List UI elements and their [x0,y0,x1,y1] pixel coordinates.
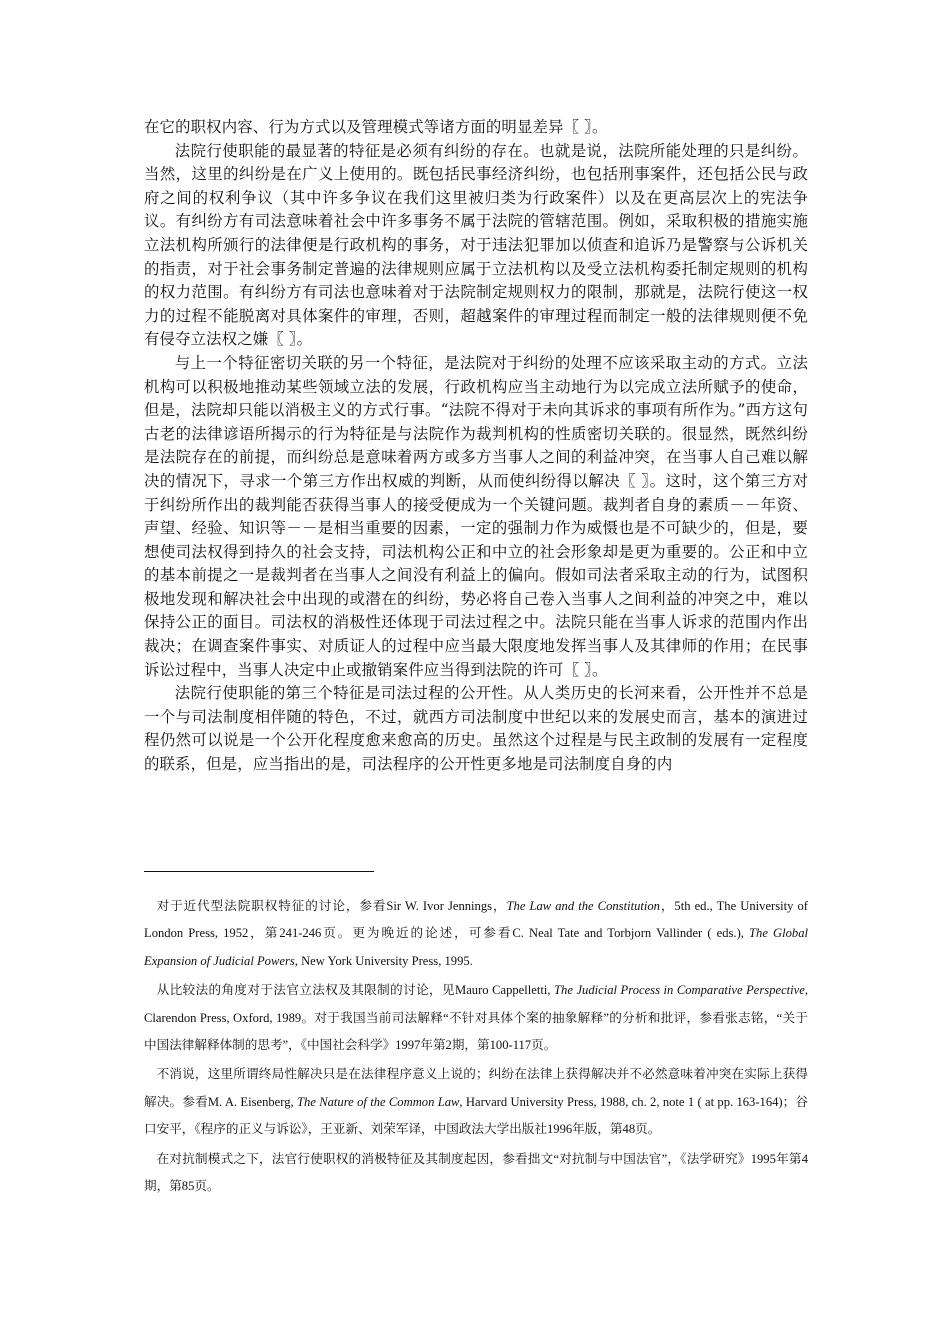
paragraph-continuation: 在它的职权内容、行为方式以及管理模式等诸方面的明显差异〖 〗。 [144,118,608,136]
footnote-1 [144,893,808,975]
footnote-2 [144,977,808,1059]
footnote-1-text-e: , New York University Press, 1995. [294,953,473,968]
footnote-separator [144,871,374,872]
footnote-1-title-1: The Law and the Constitution [506,899,660,913]
paragraph-dispute-requirement: 法院行使职能的最显著的特征是必须有纠纷的存在。也就是说，法院所能处理的只是纠纷。当然，这里的纠纷是在广义上使用的。既包括民事经济纠纷，也包括刑事案件，还包括公民与政府之间的权利争议（其中许多争议在我们这里被归类为行政案件）以及在更高层次上的宪法争议。有纠纷方有司法意味着社会中许多事务不属于法院的管辖范围。例如，采取积极的措施实施立法机构所颁行的法律便是行政机构的事务，对于违法犯罪加以侦查和追诉乃是警察与公诉机关的指责，对于社会事务制定普遍的法律规则应属于立法机构以及受立法机构委托制定规则的机构的权力范围。有纠纷方有司法也意味着对于法院制定规则权力的限制，那就是，法院行使这一权力的过程不能脱离对具体案件的审理，否则，超越案件的审理过程而制定一般的法律规则便不免有侵夺立法权之嫌〖 〗。 [144,141,808,349]
footnote-2-title: The Judicial Process in Comparative Perspective [554,983,805,998]
footnote-2-text-a: 从比较法的角度对于法官立法权及其限制的讨论，见Mauro Cappelletti, [156,983,555,998]
footnote-4-text: 在对抗制模式之下，法官行使职权的消极特征及其制度起因，参看拙文“对抗制与中国法官”，《法学研究》1995年第4期，第85页。 [144,1151,808,1194]
footnote-3-text-c: , Harvard University Press, 1988, ch. 2, note 1 ( at pp. 163-164)；谷口安平，《程序的正义与诉讼》，王亚新、刘荣军译，中国政法大学出版社1996年版，第48页。 [144,1094,808,1137]
footnote-1-text-a: 对于近代型法院职权特征的讨论，参看Sir W. Ivor Jennings， [156,899,507,913]
paragraph-publicity: 法院行使职能的第三个特征是司法过程的公开性。从人类历史的长河来看，公开性并不总是一个与司法制度相伴随的特色，不过，就西方司法制度中世纪以来的发展史而言，基本的演进过程仍然可以说是一个公开化程度愈来愈高的历史。虽然这个过程是与民主政制的发展有一定程度的联系，但是，应当指出的是，司法程序的公开性更多地是司法制度自身的内 [144,684,808,774]
footnote-2-text-c: , Clarendon Press, Oxford, 1989。对于我国当前司法解释“不针对具体个案的抽象解释”的分析和批评，参看张志铭，“关于中国法律解释体制的思考”，《中国社会科学》1997年第2期，第100-117页。 [144,983,809,1053]
footnote-1-text-c: ，5th ed., The University of London Press, 1952，第241-246页。更为晚近的论述，可参看C. Neal Tate and Torbjorn Vallinder ( eds.), [144,899,808,941]
footnote-4 [144,1146,808,1201]
footnote-1-title-2: The Global Expansion of Judicial Powers [144,926,808,968]
footnote-3 [144,1061,808,1143]
footnote-3-title: The Nature of the Common Law [297,1094,460,1109]
paragraph-passivity: 与上一个特征密切关联的另一个特征，是法院对于纠纷的处理不应该采取主动的方式。立法机构可以积极地推动某些领域立法的发展，行政机构应当主动地行为以完成立法所赋予的使命，但是，法院却只能以消极主义的方式行事。“法院不得对于未向其诉求的事项有所作为。”西方这句古老的法律谚语所揭示的行为特征是与法院作为裁判机构的性质密切关联的。很显然，既然纠纷是法院存在的前提，而纠纷总是意味着两方或多方当事人之间的利益冲突，在当事人自己难以解决的情况下，寻求一个第三方作出权威的判断，从而使纠纷得以解决〖 〗。这时，这个第三方对于纠纷所作出的裁判能否获得当事人的接受便成为一个关键问题。裁判者自身的素质－－年资、声望、经验、知识等－－是相当重要的因素，一定的强制力作为威慑也是不可缺少的，但是，要想使司法权得到持久的社会支持，司法机构公正和中立的社会形象却是更为重要的。公正和中立的基本前提之一是裁判者在当事人之间没有利益上的偏向。假如司法者采取主动的行为，试图积极地发现和解决社会中出现的或潜在的纠纷，势必将自己卷入当事人之间利益的冲突之中，难以保持公正的面目。司法权的消极性还体现于司法过程之中。法院只能在当事人诉求的范围内作出裁决；在调查案件事实、对质证人的过程中应当最大限度地发挥当事人及其律师的作用；在民事诉讼过程中，当事人决定中止或撤销案件应当得到法院的许可〖 〗。 [144,353,808,679]
footnote-3-text-a: 不消说，这里所谓终局性解决只是在法律程序意义上说的；纠纷在法律上获得解决并不必然意味着冲突在实际上获得解决。参看M. A. Eisenberg, [144,1067,808,1109]
main-text [144,116,808,777]
footnotes [144,893,808,1202]
